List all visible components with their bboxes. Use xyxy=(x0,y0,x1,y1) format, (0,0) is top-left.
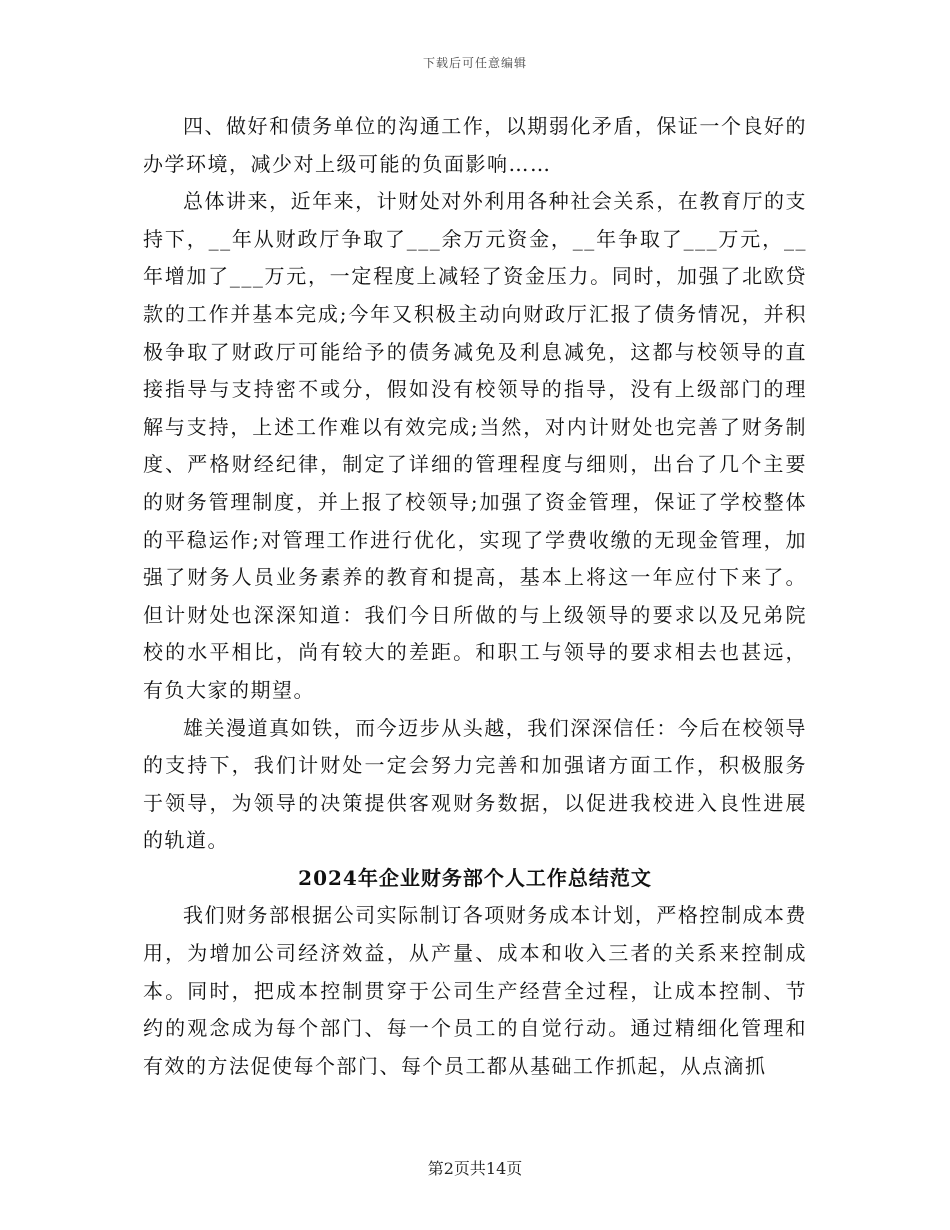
page-number: 第2页共14页 xyxy=(427,1159,523,1178)
section-heading: 2024年企业财务部个人工作总结范文 xyxy=(298,865,652,890)
paragraph-communication: 四、做好和债务单位的沟通工作，以期弱化矛盾，保证一个良好的办学环境，减少对上级可能的负面影响…… xyxy=(143,114,807,176)
paragraph-finance-dept: 我们财务部根据公司实际制订各项财务成本计划，严格控制成本费用，为增加公司经济效益，从产量、成本和收入三者的关系来控制成本。同时，把成本控制贯穿于公司生产经营全过程，让成本控制、节约的观念成为每个部门、每一个员工的自觉行动。通过精细化管理和有效的方法促使每个部门、每个员工都从基础工作抓起，从点滴抓 xyxy=(143,903,807,1078)
page-header: 下载后可任意编辑 xyxy=(422,56,527,70)
paragraph-summary: 总体讲来，近年来，计财处对外利用各种社会关系，在教育厅的支持下，__年从财政厅争取了___余万元资金，__年争取了___万元，__年增加了___万元，一定程度上减轻了资金压力。同时，加强了北欧贷款的工作并基本完成;今年又积极主动向财政厅汇报了债务情况，并积极争取了财政厅可能给予的债务减免及利息减免，这都与校领导的直接指导与支持密不或分，假如没有校领导的指导，没有上级部门的理解与支持，上述工作难以有效完成;当然，对内计财处也完善了财务制度、严格财经纪律，制定了详细的管理程度与细则，出台了几个主要的财务管理制度，并上报了校领导;加强了资金管理，保证了学校整体的平稳运作;对管理工作进行优化，实现了学费收缴的无现金管理，加强了财务人员业务素养的教育和提高，基本上将这一年应付下来了。但计财处也深深知道：我们今日所做的与上级领导的要求以及兄弟院校的水平相比，尚有较大的差距。和职工与领导的要求相去也甚远，有负大家的期望。 xyxy=(143,189,807,702)
paragraph-outlook: 雄关漫道真如铁，而今迈步从头越，我们深深信任：今后在校领导的支持下，我们计财处一定会努力完善和加强诸方面工作，积极服务于领导，为领导的决策提供客观财务数据，以促进我校进入良性进展的轨道。 xyxy=(143,715,807,853)
document-body xyxy=(143,108,807,1085)
